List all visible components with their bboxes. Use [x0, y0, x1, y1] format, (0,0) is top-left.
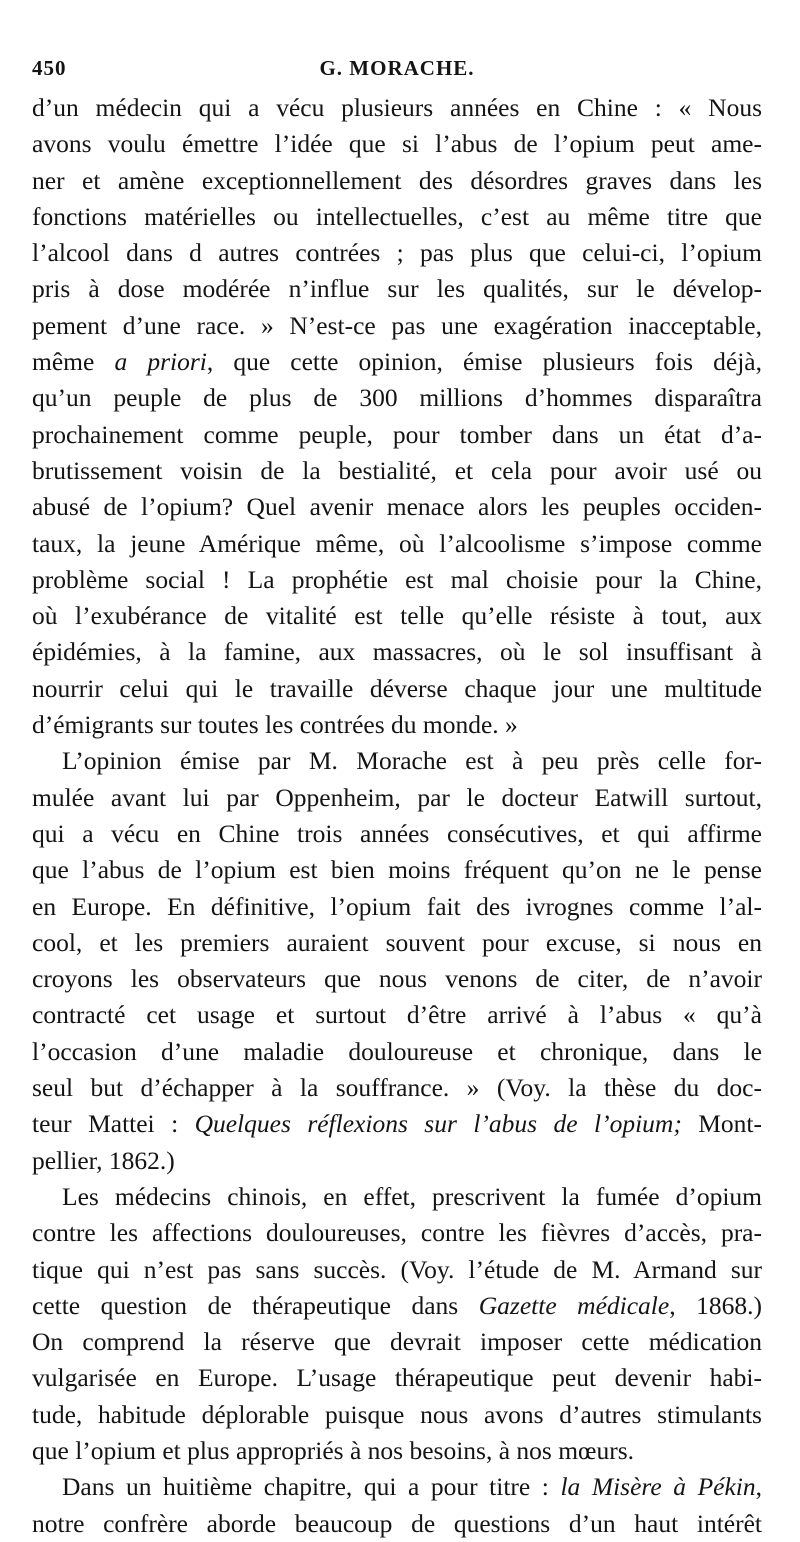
- text-segment: prochainement comme peuple, pour tomber dans un état d’a-: [32, 419, 762, 449]
- text-line: [32, 1433, 762, 1469]
- text-segment: On comprend la réserve que devrait imposer cette médication: [32, 1327, 762, 1357]
- text-segment: d’émigrants sur toutes les contrées du monde. »: [32, 710, 518, 740]
- text-segment: ner et amène exceptionnellement des désordres graves dans les: [32, 165, 762, 195]
- text-segment: , que cette opinion, émise plusieurs fois déjà,: [206, 347, 762, 377]
- text-line: [32, 1143, 762, 1179]
- text-segment: abusé de l’opium? Quel avenir menace alors les peuples occiden-: [32, 492, 762, 522]
- text-line: [32, 199, 762, 235]
- text-segment: croyons les observateurs que nous venons de citer, de n’avoir: [32, 964, 762, 994]
- text-segment: avons voulu émettre l’idée que si l’abus de l’opium peut ame-: [32, 129, 762, 159]
- text-segment: fonctions matérielles ou intellectuelles, c’est au même titre que: [32, 201, 762, 231]
- text-line: [32, 1360, 762, 1396]
- text-segment: l’occasion d’une maladie douloureuse et chronique, dans le: [32, 1036, 762, 1066]
- text-line: [32, 671, 762, 707]
- running-head: G. MORACHE.: [319, 56, 475, 80]
- text-segment: en Europe. En définitive, l’opium fait des ivrognes comme l’al-: [32, 891, 762, 921]
- text-segment: tude, habitude déplorable puisque nous avons d’autres stimulants: [32, 1399, 762, 1429]
- text-line: [32, 1252, 762, 1288]
- text-segment: Dans un huitième chapitre, qui a pour titre :: [62, 1472, 561, 1502]
- text-line: [32, 562, 762, 598]
- text-segment: contracté cet usage et surtout d’être arrivé à l’abus « qu’à: [32, 1000, 762, 1030]
- text-line: [32, 889, 762, 925]
- text-line: [32, 1179, 762, 1215]
- text-line: [32, 1397, 762, 1433]
- text-segment: que l’opium et plus appropriés à nos besoins, à nos mœurs.: [32, 1435, 635, 1465]
- text-line: [32, 852, 762, 888]
- text-line: [32, 90, 762, 126]
- text-line: [32, 235, 762, 271]
- text-segment: , 1868.): [669, 1290, 762, 1320]
- text-line: [32, 453, 762, 489]
- page-number: 450: [32, 56, 67, 80]
- text-line: [32, 1106, 762, 1142]
- text-line: [32, 780, 762, 816]
- text-segment: pris à dose modérée n’influe sur les qualités, sur le dévelop-: [32, 274, 762, 304]
- text-segment: pement d’une race. » N’est-ce pas une exagération inacceptable,: [32, 310, 762, 340]
- italic-text: Gazette médicale: [478, 1290, 670, 1320]
- text-line: [32, 1288, 762, 1324]
- text-segment: nourrir celui qui le travaille déverse chaque jour une multitude: [32, 673, 762, 703]
- text-segment: L’opinion émise par M. Morache est à peu près celle for-: [62, 746, 762, 776]
- text-line: [32, 925, 762, 961]
- text-line: [32, 743, 762, 779]
- text-segment: teur Mattei :: [32, 1109, 195, 1139]
- text-line: [32, 417, 762, 453]
- text-segment: même: [32, 347, 115, 377]
- text-line: [32, 344, 762, 380]
- text-line: [32, 380, 762, 416]
- text-segment: cette question de thérapeutique dans: [32, 1290, 479, 1320]
- text-line: [32, 1506, 762, 1542]
- text-segment: notre confrère aborde beaucoup de questions d’un haut intérêt: [32, 1508, 762, 1538]
- text-segment: taux, la jeune Amérique même, où l’alcoolisme s’impose comme: [32, 528, 762, 558]
- text-line: [32, 489, 762, 525]
- text-segment: d’un médecin qui a vécu plusieurs années en Chine : « Nous: [32, 93, 762, 122]
- text-line: [32, 1070, 762, 1106]
- text-segment: qu’un peuple de plus de 300 millions d’hommes disparaîtra: [32, 383, 762, 413]
- page-header: [32, 56, 762, 90]
- text-line: [32, 634, 762, 670]
- text-segment: où l’exubérance de vitalité est telle qu’elle résiste à tout, aux: [32, 601, 762, 631]
- text-line: [32, 997, 762, 1033]
- text-segment: ,: [755, 1472, 762, 1502]
- text-segment: l’alcool dans d autres contrées ; pas plus que celui-ci, l’opium: [32, 238, 762, 268]
- text-segment: épidémies, à la famine, aux massacres, où le sol insuffisant à: [32, 637, 762, 667]
- italic-text: Quelques réflexions sur l’abus de l’opium;: [194, 1109, 682, 1139]
- text-line: [32, 598, 762, 634]
- text-line: [32, 1324, 762, 1360]
- text-line: [32, 526, 762, 562]
- text-segment: vulgarisée en Europe. L’usage thérapeutique peut devenir habi-: [32, 1363, 762, 1393]
- italic-text: a priori: [114, 347, 207, 377]
- text-segment: cool, et les premiers auraient souvent pour excuse, si nous en: [32, 927, 762, 957]
- text-segment: mulée avant lui par Oppenheim, par le docteur Eatwill surtout,: [32, 782, 762, 812]
- text-segment: qui a vécu en Chine trois années consécutives, et qui affirme: [32, 818, 762, 848]
- text-segment: que l’abus de l’opium est bien moins fréquent qu’on ne le pense: [32, 855, 762, 885]
- text-segment: brutissement voisin de la bestialité, et cela pour avoir usé ou: [32, 455, 762, 485]
- text-line: [32, 1215, 762, 1251]
- text-line: [32, 308, 762, 344]
- text-segment: tique qui n’est pas sans succès. (Voy. l’étude de M. Armand sur: [32, 1254, 762, 1284]
- text-line: [32, 271, 762, 307]
- text-line: [32, 126, 762, 162]
- text-segment: contre les affections douloureuses, contre les fièvres d’accès, pra-: [32, 1218, 762, 1248]
- text-segment: pellier, 1862.): [32, 1145, 175, 1175]
- italic-text: la Misère à Pékin: [560, 1472, 756, 1502]
- text-segment: seul but d’échapper à la souffrance. » (Voy. la thèse du doc-: [32, 1073, 762, 1103]
- text-line: [32, 163, 762, 199]
- text-segment: Les médecins chinois, en effet, prescrivent la fumée d’opium: [62, 1181, 762, 1211]
- text-line: [32, 707, 762, 743]
- body-text: [32, 90, 762, 1542]
- text-segment: problème social ! La prophétie est mal choisie pour la Chine,: [32, 564, 762, 594]
- text-line: [32, 961, 762, 997]
- text-line: [32, 816, 762, 852]
- text-segment: Mont-: [681, 1109, 762, 1139]
- text-line: [32, 1034, 762, 1070]
